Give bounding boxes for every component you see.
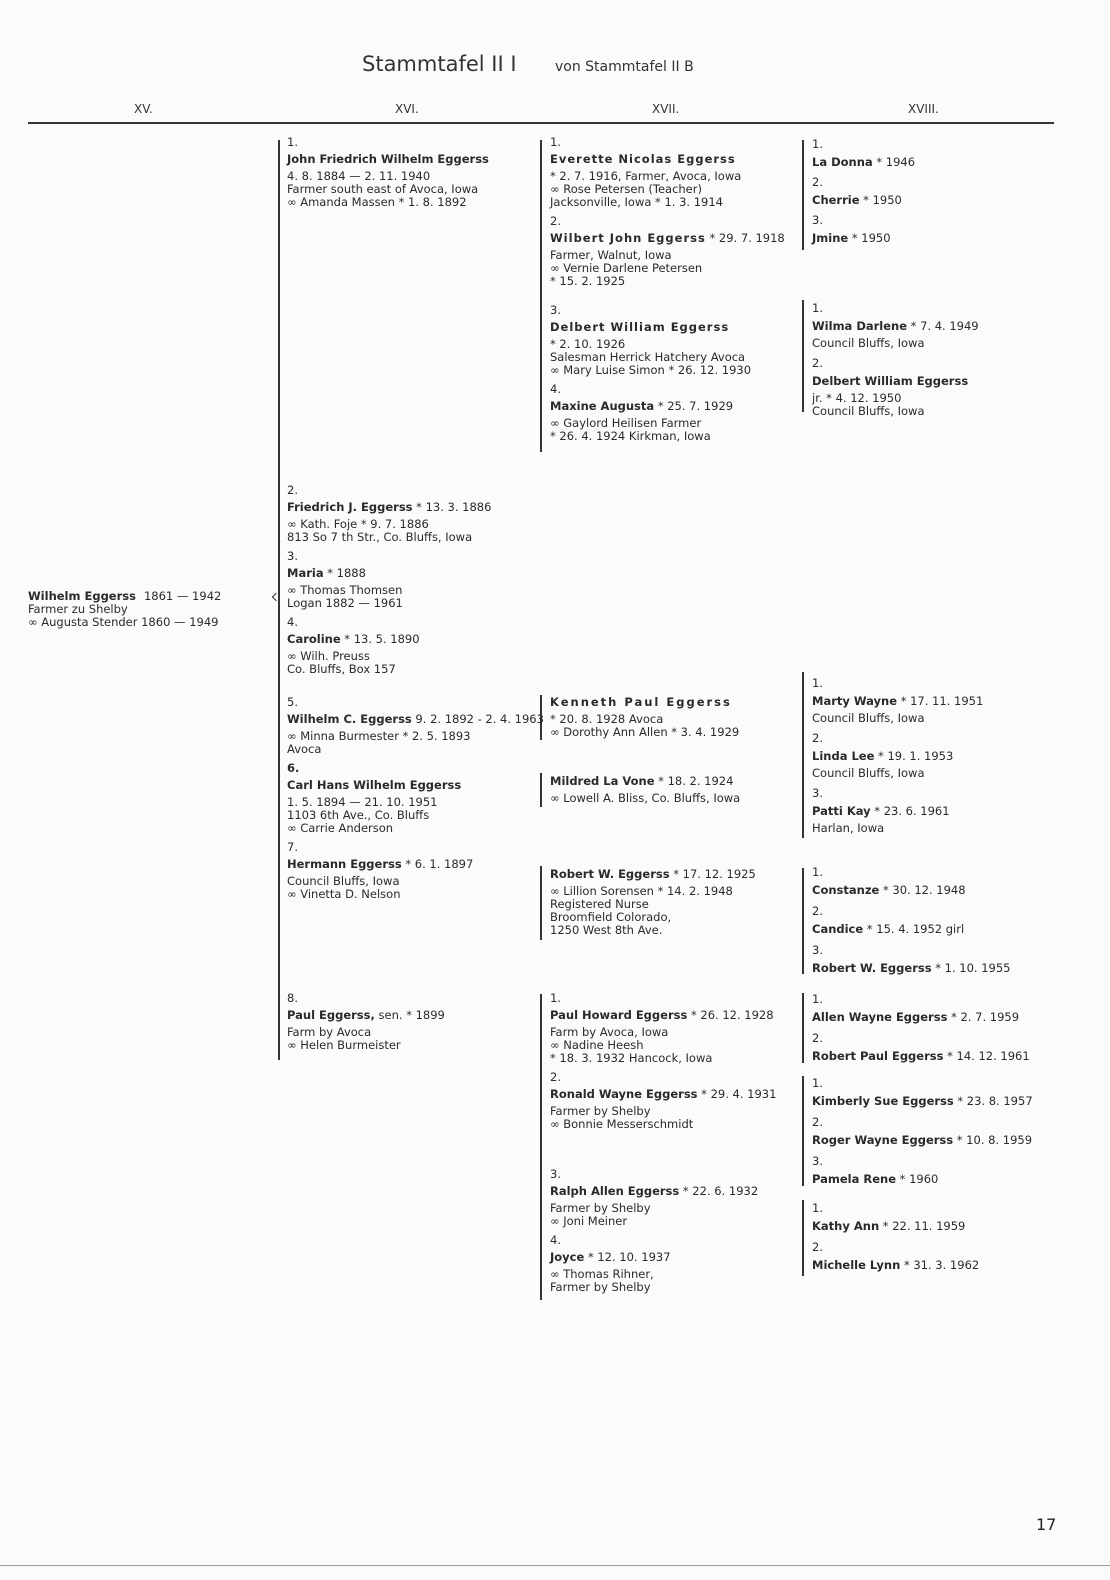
person-line: 1103 6th Ave., Co. Bluffs — [287, 808, 430, 822]
person-date: * 6. 1. 1897 — [401, 857, 474, 871]
person-name: Roger Wayne Eggerss — [812, 1133, 954, 1147]
person-line: Avoca — [287, 742, 322, 756]
person-date: * 13. 5. 1890 — [340, 632, 420, 646]
person-line: ∞ Vinetta D. Nelson — [287, 887, 401, 901]
person-name: Friedrich J. Eggerss — [287, 500, 413, 514]
entry-number: 3. — [550, 303, 561, 317]
person-line: ∞ Nadine Heesh — [550, 1038, 644, 1052]
entry-number: 1. — [812, 865, 823, 879]
page-bottom-rule — [0, 1565, 1110, 1566]
entry-number: 3. — [550, 1167, 561, 1181]
person-name: Wilbert John Eggerss — [550, 231, 706, 245]
entry-number: 1. — [812, 1076, 823, 1090]
entry-number: 2. — [812, 731, 823, 745]
person-date: * 13. 3. 1886 — [412, 500, 492, 514]
brace-gen16 — [278, 140, 280, 1060]
children-group — [812, 1202, 979, 1272]
person-line: ∞ Gaylord Heilisen Farmer — [550, 416, 702, 430]
brace-everette-children — [802, 140, 804, 250]
person-date: * 31. 3. 1962 — [900, 1258, 980, 1272]
person-line: ∞ Rose Petersen (Teacher) — [550, 182, 702, 196]
person-date: * 1960 — [896, 1172, 939, 1186]
person-line: * 15. 2. 1925 — [550, 274, 626, 288]
person-name: Mildred La Vone — [550, 774, 655, 788]
person-date: * 23. 6. 1961 — [870, 804, 950, 818]
page-number: 17 — [1036, 1515, 1057, 1534]
person-line: ∞ Dorothy Ann Allen * 3. 4. 1929 — [550, 725, 740, 739]
entry-number: 2. — [812, 1115, 823, 1129]
entry-number: 1. — [812, 137, 823, 151]
person-name: Marty Wayne — [812, 694, 898, 708]
header-rule — [28, 122, 1054, 124]
person-entry — [550, 992, 776, 1131]
entry-number: 2. — [812, 1240, 823, 1254]
person-line: Farmer zu Shelby — [28, 602, 128, 616]
person-line: * 20. 8. 1928 Avoca — [550, 712, 664, 726]
person-line: ∞ Lowell A. Bliss, Co. Bluffs, Iowa — [550, 791, 741, 805]
person-entry — [550, 1168, 758, 1294]
person-name: Hermann Eggerss — [287, 857, 402, 871]
person-line: Council Bluffs, Iowa — [287, 874, 400, 888]
person-name: Wilhelm Eggerss — [28, 589, 136, 603]
person-line: Council Bluffs, Iowa — [812, 711, 925, 725]
entry-number: 1. — [812, 301, 823, 315]
children-group — [812, 866, 1010, 975]
person-name: Cherrie — [812, 193, 860, 207]
person-date: * 15. 4. 1952 girl — [863, 922, 965, 936]
person-name: Pamela Rene — [812, 1172, 897, 1186]
children-group — [812, 1077, 1033, 1186]
entry-number: 2. — [287, 483, 298, 497]
entry-number: 1. — [550, 991, 561, 1005]
person-name: Linda Lee — [812, 749, 875, 763]
person-line: 1. 5. 1894 — 21. 10. 1951 — [287, 795, 438, 809]
person-name: La Donna — [812, 155, 873, 169]
children-group — [812, 138, 915, 245]
person-line: ∞ Lillion Sorensen * 14. 2. 1948 — [550, 884, 733, 898]
person-date: * 25. 7. 1929 — [654, 399, 734, 413]
column-header-xviii: XVIII. — [908, 102, 939, 116]
person-line: Farm by Avoca, Iowa — [550, 1025, 669, 1039]
person-line: ∞ Joni Meiner — [550, 1214, 628, 1228]
person-line: ∞ Minna Burmester * 2. 5. 1893 — [287, 729, 471, 743]
entry-number: 3. — [812, 1154, 823, 1168]
brace-paul-howard-children — [802, 993, 804, 1063]
person-entry — [287, 696, 544, 901]
person-name: Ronald Wayne Eggerss — [550, 1087, 698, 1101]
entry-number: 4. — [550, 382, 561, 396]
person-name: Everette Nicolas Eggerss — [550, 152, 736, 166]
person-date: * 17. 11. 1951 — [897, 694, 984, 708]
entry-number: 1. — [812, 992, 823, 1006]
person-line: ∞ Vernie Darlene Petersen — [550, 261, 703, 275]
person-date: * 12. 10. 1937 — [584, 1250, 671, 1264]
brace-kenneth-children — [802, 672, 804, 838]
entry-number: 1. — [550, 135, 561, 149]
person-date: * 10. 8. 1959 — [953, 1133, 1033, 1147]
root-person — [28, 590, 221, 629]
brace-ralph-children — [802, 1200, 804, 1276]
person-name: Robert Paul Eggerss — [812, 1049, 944, 1063]
person-name: Wilhelm C. Eggerss — [287, 712, 412, 726]
entry-number: 2. — [812, 356, 823, 370]
person-line: 1250 West 8th Ave. — [550, 923, 663, 937]
person-date: * 17. 12. 1925 — [669, 867, 756, 881]
brace-robert-children — [802, 868, 804, 974]
entry-number: 2. — [812, 1031, 823, 1045]
person-line: 813 So 7 th Str., Co. Bluffs, Iowa — [287, 530, 473, 544]
entry-number: 3. — [812, 786, 823, 800]
entry-number: 4. — [287, 615, 298, 629]
person-entry — [550, 775, 740, 805]
person-date: * 26. 12. 1928 — [687, 1008, 774, 1022]
person-name: Kimberly Sue Eggerss — [812, 1094, 954, 1108]
entry-number: 3. — [812, 213, 823, 227]
entry-number: 7. — [287, 840, 298, 854]
entry-number: 5. — [287, 695, 298, 709]
entry-number: 6. — [287, 761, 300, 775]
person-date: * 29. 7. 1918 — [705, 231, 785, 245]
person-line: Farmer by Shelby — [550, 1201, 651, 1215]
person-name: Kenneth Paul Eggerss — [550, 695, 732, 709]
person-name: Wilma Darlene — [812, 319, 908, 333]
person-line: Farmer south east of Avoca, Iowa — [287, 182, 479, 196]
person-line: Council Bluffs, Iowa — [812, 766, 925, 780]
person-entry — [550, 304, 751, 443]
person-date: * 30. 12. 1948 — [879, 883, 966, 897]
person-line: ∞ Kath. Foje * 9. 7. 1886 — [287, 517, 429, 531]
person-name: Delbert William Eggerss — [812, 374, 969, 388]
person-line: ∞ Amanda Massen * 1. 8. 1892 — [287, 195, 467, 209]
entry-number: 8. — [287, 991, 298, 1005]
person-line: ∞ Thomas Thomsen — [287, 583, 403, 597]
person-line: ∞ Mary Luise Simon * 26. 12. 1930 — [550, 363, 752, 377]
person-line: ∞ Augusta Stender 1860 — 1949 — [28, 615, 219, 629]
person-date: 9. 2. 1892 - 2. 4. 1963 — [411, 712, 544, 726]
person-name: Caroline — [287, 632, 341, 646]
person-line: Broomfield Colorado, — [550, 910, 672, 924]
person-line: Farmer by Shelby — [550, 1104, 651, 1118]
person-entry — [550, 136, 785, 288]
person-line: Logan 1882 — 1961 — [287, 596, 403, 610]
page-title: Stammtafel II I — [362, 52, 517, 76]
person-line: Farm by Avoca — [287, 1025, 372, 1039]
person-entry — [287, 992, 445, 1052]
person-entry — [287, 484, 491, 676]
entry-number: 1. — [812, 1201, 823, 1215]
person-dates: 1861 — 1942 — [143, 589, 222, 603]
brace-paul-children — [540, 994, 542, 1300]
column-header-xvii: XVII. — [652, 102, 680, 116]
person-line: Harlan, Iowa — [812, 821, 885, 835]
person-name: John Friedrich Wilhelm Eggerss — [287, 152, 489, 166]
children-group — [812, 302, 979, 418]
person-name: Allen Wayne Eggerss — [812, 1010, 948, 1024]
person-date: * 14. 12. 1961 — [943, 1049, 1030, 1063]
column-header-xv: XV. — [134, 102, 153, 116]
person-name: Robert W. Eggerss — [550, 867, 670, 881]
person-date: * 1950 — [848, 231, 891, 245]
person-date: * 1950 — [859, 193, 902, 207]
person-name: Maxine Augusta — [550, 399, 655, 413]
entry-number: 3. — [287, 549, 298, 563]
person-line: Jacksonville, Iowa * 1. 3. 1914 — [550, 195, 723, 209]
brace-delbert-children — [802, 300, 804, 412]
person-name: Kathy Ann — [812, 1219, 880, 1233]
person-name: Constanze — [812, 883, 880, 897]
person-line: * 2. 7. 1916, Farmer, Avoca, Iowa — [550, 169, 742, 183]
person-name: Paul Howard Eggerss — [550, 1008, 688, 1022]
person-date: * 29. 4. 1931 — [697, 1087, 777, 1101]
person-line: * 18. 3. 1932 Hancock, Iowa — [550, 1051, 713, 1065]
person-date: sen. * 1899 — [374, 1008, 445, 1022]
person-date: * 22. 11. 1959 — [879, 1219, 966, 1233]
brace-john-children — [540, 140, 542, 452]
person-name: Joyce — [550, 1250, 585, 1264]
person-line: jr. * 4. 12. 1950 — [812, 391, 902, 405]
person-line: Council Bluffs, Iowa — [812, 404, 925, 418]
person-name: Robert W. Eggerss — [812, 961, 932, 975]
person-entry — [550, 868, 756, 937]
person-line: ∞ Helen Burmeister — [287, 1038, 401, 1052]
entry-number: 3. — [812, 943, 823, 957]
person-date: * 2. 7. 1959 — [947, 1010, 1020, 1024]
person-line: * 26. 4. 1924 Kirkman, Iowa — [550, 429, 711, 443]
person-line: Co. Bluffs, Box 157 — [287, 662, 396, 676]
page-subtitle: von Stammtafel II B — [555, 59, 694, 75]
person-line: Council Bluffs, Iowa — [812, 336, 925, 350]
person-name: Carl Hans Wilhelm Eggerss — [287, 778, 462, 792]
person-line: * 2. 10. 1926 — [550, 337, 626, 351]
person-entry — [287, 136, 489, 209]
children-group — [812, 677, 983, 835]
person-name: Jmine — [812, 231, 849, 245]
person-line: Farmer by Shelby — [550, 1280, 651, 1294]
person-line: Salesman Herrick Hatchery Avoca — [550, 350, 746, 364]
entry-number: 4. — [550, 1233, 561, 1247]
person-line: ∞ Bonnie Messerschmidt — [550, 1117, 694, 1131]
brace-ronald-children — [802, 1076, 804, 1186]
person-name: Delbert William Eggerss — [550, 320, 730, 334]
person-date: * 7. 4. 1949 — [907, 319, 979, 333]
person-name: Patti Kay — [812, 804, 871, 818]
person-name: Maria — [287, 566, 324, 580]
person-name: Candice — [812, 922, 864, 936]
person-line: Registered Nurse — [550, 897, 649, 911]
person-date: * 23. 8. 1957 — [953, 1094, 1033, 1108]
person-date: * 1. 10. 1955 — [931, 961, 1011, 975]
entry-number: 2. — [550, 214, 561, 228]
person-name: Michelle Lynn — [812, 1258, 901, 1272]
column-header-xvi: XVI. — [395, 102, 419, 116]
person-date: * 18. 2. 1924 — [654, 774, 734, 788]
person-line: ∞ Wilh. Preuss — [287, 649, 370, 663]
entry-number: 2. — [812, 904, 823, 918]
person-date: * 22. 6. 1932 — [679, 1184, 759, 1198]
person-date: * 1888 — [323, 566, 366, 580]
entry-number: 2. — [812, 175, 823, 189]
entry-number: 1. — [812, 676, 823, 690]
person-line: ∞ Thomas Rihner, — [550, 1267, 654, 1281]
person-entry — [550, 696, 739, 739]
person-line: Farmer, Walnut, Iowa — [550, 248, 672, 262]
person-line: ∞ Carrie Anderson — [287, 821, 394, 835]
children-group — [812, 993, 1030, 1063]
person-line: 4. 8. 1884 — 2. 11. 1940 — [287, 169, 431, 183]
person-name: Paul Eggerss, — [287, 1008, 375, 1022]
person-date: * 1946 — [872, 155, 916, 169]
person-date: * 19. 1. 1953 — [874, 749, 954, 763]
entry-number: 1. — [287, 135, 298, 149]
entry-number: 2. — [550, 1070, 561, 1084]
person-name: Ralph Allen Eggerss — [550, 1184, 680, 1198]
